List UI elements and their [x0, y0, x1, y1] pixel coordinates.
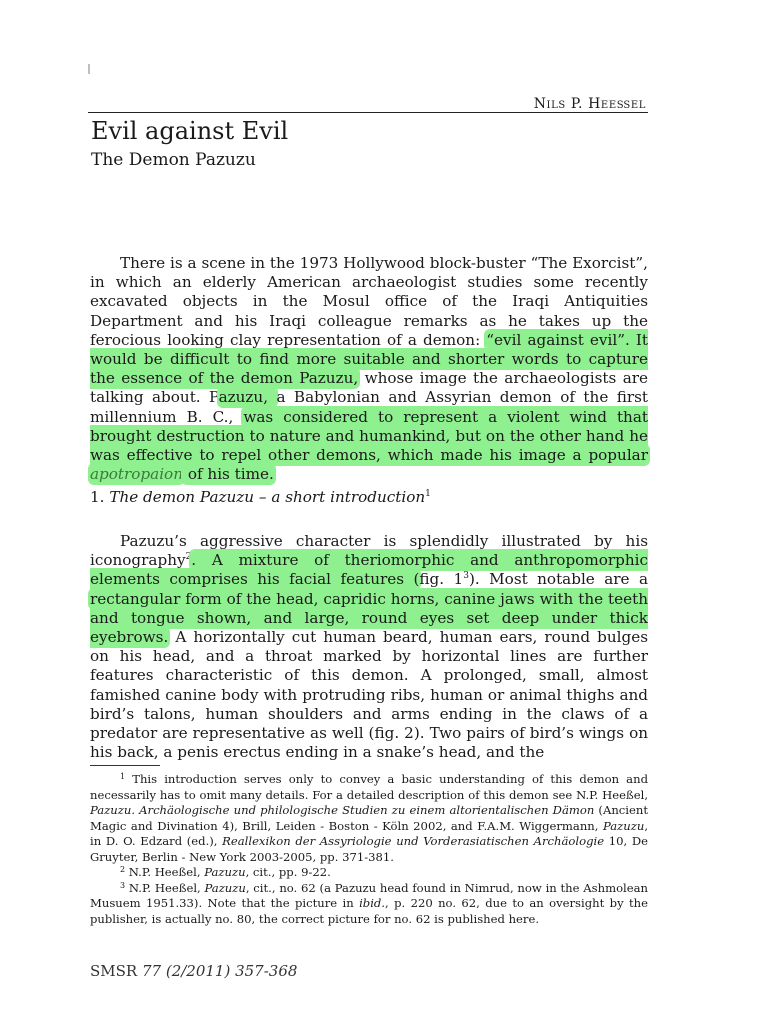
- text-run: whose image the archaeologists are talking about. P: [90, 369, 648, 407]
- text-run: A horizontally cut human beard, human ears, round bulges on his head, and a throat marked by horizontal lines are further features characteristic of this demon. A prolonged, small, almost famished canine body with protruding ribs, human or animal thighs and bird’s talons, human shoulders and arms ending in the claws of a predator are representative as well (fig. 2). Two pairs of bird’s wings on his back, a penis erectus ending in a snake’s head, and the: [90, 628, 648, 762]
- intro-body: [90, 254, 648, 484]
- footnote-2: [90, 865, 648, 881]
- footnote-1: [90, 772, 648, 865]
- text-run: , in D. O. Edzard (ed.),: [90, 818, 648, 848]
- text-run: N.P. Heeßel,: [128, 865, 205, 879]
- running-header-author: Nils P. Heeßel: [533, 96, 646, 112]
- italic-run: Pazuzu. Archäologische und philologische Studien zu einem altorientalischen Dämon: [90, 803, 595, 817]
- footnote-3: [90, 881, 648, 928]
- footnote-rule: [90, 765, 160, 766]
- paragraph-intro: [90, 254, 648, 484]
- text-run: N.P. Heeßel,: [128, 880, 205, 895]
- journal-footer: [90, 962, 297, 980]
- section-number: 1.: [90, 488, 105, 506]
- footnote-number: 1: [120, 772, 126, 781]
- journal-citation: 77 (2/2011) 357-368: [137, 962, 298, 980]
- text-run: , cit., pp. 9-22.: [245, 865, 331, 879]
- header-rule: [88, 112, 648, 113]
- text-run: 10, De Gruyter, Berlin - New York 2003-2005, pp. 371-381.: [90, 834, 649, 864]
- article-title: Evil against Evil: [91, 117, 289, 145]
- footnote-ref: 1: [425, 489, 431, 499]
- italic-run: ibid.: [359, 896, 386, 910]
- article-subtitle: The Demon Pazuzu: [91, 150, 256, 170]
- text-run: , p. 220 no. 62, due to an oversight by the publisher, is actually no. 80, the correct picture for no. 62 is published here.: [90, 896, 648, 926]
- text-run: This introduction serves only to convey a basic understanding of this demon and necessarily has to omit many details. For a detailed description of this demon see N.P. Heeßel,: [90, 772, 648, 802]
- corner-mark: [88, 64, 90, 74]
- text-run: ). Most notable are a: [468, 570, 649, 589]
- text-run: a Babylonian and Assyrian demon of the first millennium B. C.,: [90, 388, 649, 426]
- paragraph-iconography: [90, 532, 648, 762]
- italic-run: Pazuzu: [204, 880, 246, 895]
- highlight: was considered to represent a violent wind that brought destruction to nature and humankind, but on the other hand he was effective to repel other demons, which made his image a popular: [90, 407, 648, 465]
- text-run: (Ancient Magic and Divination 4), Brill, Leiden - Boston - Köln 2002, and F.A.M. Wiggermann,: [90, 803, 648, 833]
- italic-run: Reallexikon der Assyriologie und Vorderasiatischen Archäologie: [222, 834, 605, 848]
- highlight: azuzu,: [218, 388, 277, 407]
- highlight-italic: apotropaion: [90, 465, 183, 484]
- footnote-ref: 3: [463, 571, 469, 582]
- section-heading: [90, 488, 431, 506]
- section-body: [90, 532, 648, 762]
- text-run: There is a scene in the 1973 Hollywood block-buster “The Exorcist”, in which an elderly American archaeologist studies some recently excavated objects in the Mosul office of the Iraqi Antiquities Department and his Iraqi colleague remarks as he takes up the ferocious looking clay representation of a demon:: [90, 254, 648, 349]
- text-run: , cit., no. 62 (a Pazuzu head found in Nimrud, now in the Ashmolean Musuem 1951.33). Note that the picture in: [90, 880, 649, 910]
- section-title: The demon Pazuzu – a short introduction: [109, 488, 426, 506]
- highlight: . A mixture of theriomorphic and anthropomorphic elements comprises his facial features (: [90, 551, 648, 589]
- footnote-ref: 2: [185, 552, 192, 563]
- italic-run: Pazuzu: [204, 865, 246, 879]
- highlight: “evil against evil”. It would be difficult to find more suitable and shorter words to capture the essence of the demon Pazuzu,: [90, 330, 648, 388]
- footnote-number: 3: [120, 880, 126, 890]
- highlight: rectangular form of the head, capridic horns, canine jaws with the teeth and tongue shown, and large, round eyes set deep under thick eyebrows.: [90, 589, 648, 647]
- italic-run: Pazuzu: [602, 818, 645, 833]
- highlight: of his time.: [183, 465, 274, 484]
- text-run: Pazuzu’s aggressive character is splendidly illustrated by his iconography: [90, 532, 648, 570]
- footnote-number: 2: [120, 865, 126, 874]
- text-run: fig. 1: [419, 570, 464, 589]
- footnotes: [90, 772, 648, 927]
- journal-name: SMSR: [90, 962, 138, 980]
